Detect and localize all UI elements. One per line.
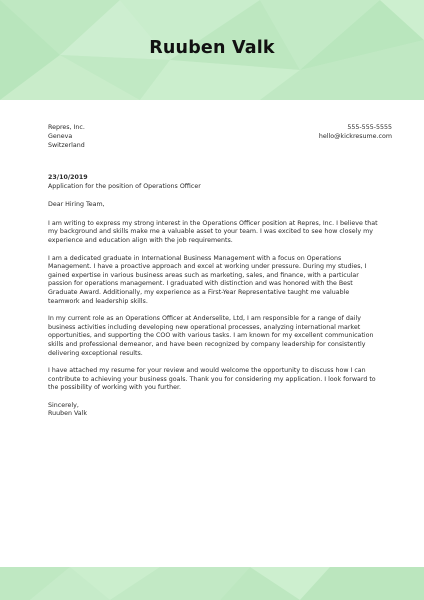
recipient-address [48,123,85,150]
letter-paragraph: I am a dedicated graduate in International Business Management with a focus on Operations Management. I have a proactive approach and excel at working under pressure. During my studies, I gained expertise in various business areas such as marketing, sales, and finance, with a particular passion for operations management. I graduated with distinction and was honored with the Best Graduate Award. Additionally, my experience as a First-Year Representative taught me valuable teamwork and leadership skills. [48,254,367,305]
recipient-city: Geneva [48,133,73,140]
sender-email: hello@kickresume.com [318,133,392,140]
letter-body [48,174,382,419]
letter-paragraph: I have attached my resume for your review and would welcome the opportunity to discuss how I can contribute to achieving your business goals. Thank you for considering my application. I look forward to the possibility of working with you further. [48,367,376,392]
letter-date: 23/10/2019 [48,174,88,181]
sender-phone: 555-555-5555 [347,124,392,131]
recipient-company: Repres, Inc. [48,124,85,131]
sender-contact [319,123,392,141]
letter-subject: Application for the position of Operations Officer [48,182,201,190]
letter-paragraph: I am writing to express my strong interest in the Operations Officer position at Repres, Inc. I believe that my background and skills make me a valuable asset to your team. I was excited to see how closely my experience and education align with the job requirements. [48,219,378,244]
applicant-name: Ruuben Valk [149,38,275,58]
footer-pattern [0,567,424,600]
letter-closing: Sincerely, [48,401,79,409]
letter-paragraph: In my current role as an Operations Officer at Anderselite, Ltd, I am responsible for a range of daily business activities including developing new operational processes, analyzing international market opportunities, and supporting the COO with various tasks. I am known for my excellent communication skills and professional demeanor, and have been recognized by company leadership for consistently delivering exceptional results. [48,315,374,357]
header-banner [0,0,424,100]
letter-signature: Ruuben Valk [48,410,88,418]
footer-banner [0,567,424,600]
letter-greeting: Dear Hiring Team, [48,201,105,209]
recipient-country: Switzerland [48,142,85,149]
